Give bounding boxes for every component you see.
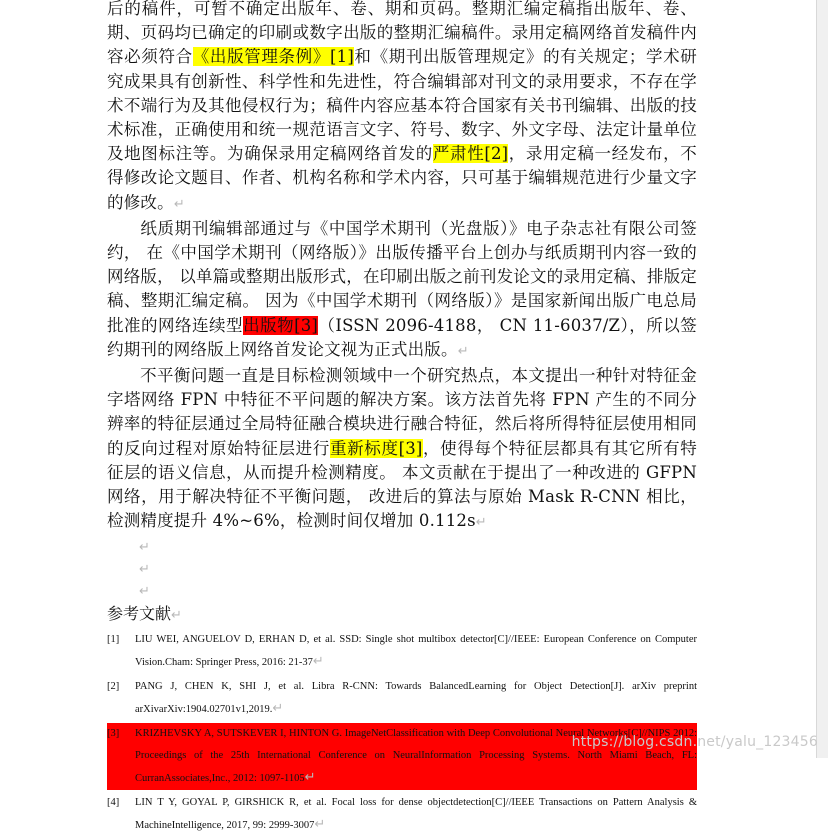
para3-text-2: ，使得每个特征层都具有其它所有特征层的语义信息，从而提升检测精度。 本文贡献在于提出了一种改进的 GFPN 网络，用于解决特征不平衡问题， 改进后的算法与原始 Mask R-CNN 相比，检测精度提升 4%~6%，检测时间仅增加 0.112s <box>107 438 698 531</box>
reference-item <box>107 792 697 837</box>
para1-text-1: 后的稿件，可暂不确定出版年、卷、期和页码。整期汇编定稿指出版年、卷、期、页码均已确定的印刷或数字出版的整期汇编稿件。录用定稿网络首发稿件内容必须符合 <box>107 0 697 67</box>
reference-item <box>107 676 697 721</box>
para1-text-3: ，录用定稿一经发布，不得修改论文题目、作者、机构名称和学术内容，只可基于编辑规范进行少量文字的修改。 <box>107 144 697 212</box>
references-title: 参考文献↵ <box>107 604 182 624</box>
reference-number: [4] <box>107 797 120 809</box>
reference-number: [1] <box>107 634 120 646</box>
empty-line: ↵ <box>139 540 150 556</box>
highlight-citation-4: 重新标度[3] <box>329 438 423 458</box>
para2-text-2: （ISSN 2096-4188， CN 11-6037/Z），所以签约期刊的网络版上网络首发论文视为正式出版。 <box>107 315 698 359</box>
highlight-citation-1: 《出版管理条例》[1] <box>192 47 354 67</box>
highlight-citation-2: 严肃性[2] <box>432 144 509 164</box>
paragraph-3 <box>107 364 697 535</box>
paragraph-2 <box>107 217 697 364</box>
para3-text-1: 不平衡问题一直是目标检测领域中一个研究热点，本文提出一种针对特征金字塔网络 FPN 中特征不平问题的解决方案。该方法首先将 FPN 产生的不同分辨率的特征层通过全局特征融合模块进行融合特征，然后将所得特征层使用相同的反向过程对原始特征层进行 <box>107 366 697 458</box>
paragraph-1 <box>107 0 697 217</box>
reference-item <box>107 629 697 674</box>
reference-text: KRIZHEVSKY A, SUTSKEVER I, HINTON G. ImageNetClassification with Deep Convolutional Neural Networks[C]//NIPS 2012: Proceedings of the 25th International Conference on NeuralInformation Processing Systems. North Miami Beach, FL: CurranAssociates,Inc., 2012: 1097-1105↵ <box>135 723 697 790</box>
paragraph-mark: ↵ <box>475 515 487 531</box>
paragraph-mark: ↵ <box>457 343 469 359</box>
page-edge <box>816 0 828 758</box>
watermark: https://blog.csdn.net/yalu_123456 <box>571 734 818 750</box>
reference-text: LIU WEI, ANGUELOV D, ERHAN D, et al. SSD: Single shot multibox detector[C]//IEEE: European Conference on Computer Vision.Cham: Springer Press, 2016: 21-37↵ <box>135 634 697 670</box>
para2-text-1: 纸质期刊编辑部通过与《中国学术期刊（光盘版）》电子杂志社有限公司签约， 在《中国学术期刊（网络版）》出版传播平台上创办与纸质期刊内容一致的网络版， 以单篇或整期出版形式，在印刷出版之前刊发论文的录用定稿、排版定稿、整期汇编定稿。 因为《中国学术期刊（网络版）》是国家新闻出版广电总局批准的网络连续型 <box>107 218 697 335</box>
paragraph-mark: ↵ <box>173 196 185 212</box>
document-body <box>107 0 697 839</box>
reference-text: PANG J, CHEN K, SHI J, et al. Libra R-CNN: Towards BalancedLearning for Object Detection[J]. arXiv preprint arXivarXiv:1904.02701v1,2019.↵ <box>135 681 697 717</box>
reference-number: [3] <box>107 723 135 790</box>
highlight-citation-3: 出版物[3] <box>243 315 319 335</box>
para1-text-2: 和《期刊出版管理规定》的有关规定；学术研究成果具有创新性、科学性和先进性，符合编辑部对刊文的录用要求，不存在学术不端行为及其他侵权行为；稿件内容应基本符合国家有关书刊编辑、出版的技术标准，正确使用和统一规范语言文字、符号、数字、外文字母、法定计量单位及地图标注等。为确保录用定稿网络首发的 <box>107 47 698 164</box>
empty-line: ↵ <box>139 584 150 600</box>
reference-text: LIN T Y, GOYAL P, GIRSHICK R, et al. Focal loss for dense objectdetection[C]//IEEE Transactions on Pattern Analysis & MachineIntelligence, 2017, 99: 2999-3007↵ <box>135 797 697 833</box>
empty-line: ↵ <box>139 562 150 578</box>
reference-number: [2] <box>107 681 120 693</box>
